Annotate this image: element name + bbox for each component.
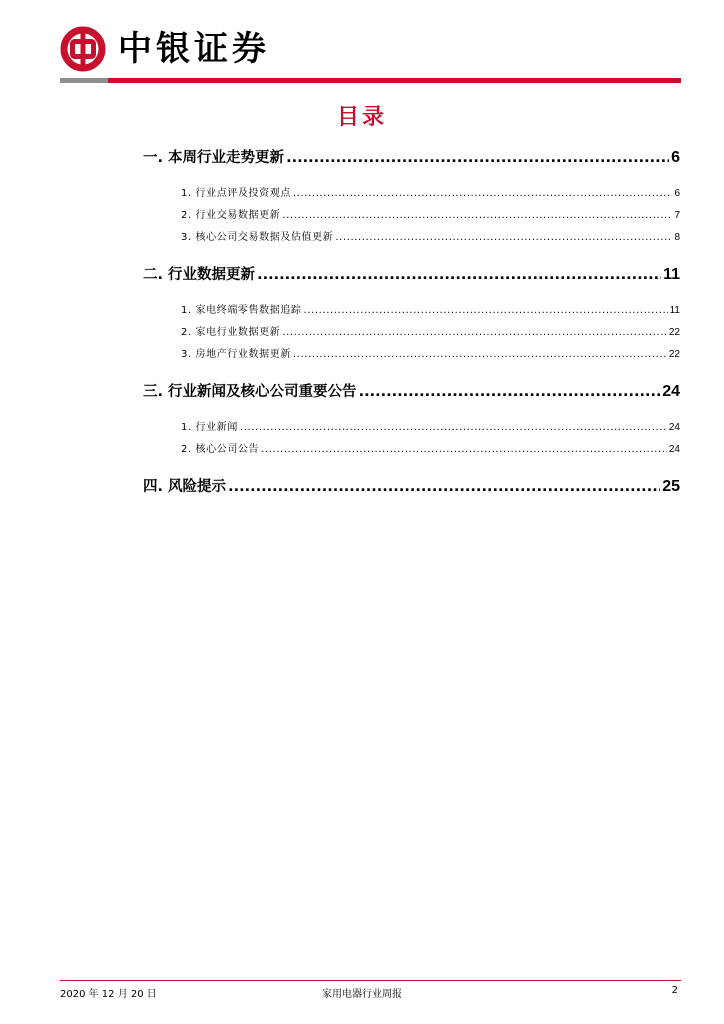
toc-entry-label: 2. 行业交易数据更新 xyxy=(181,210,281,221)
footer-rule xyxy=(60,980,681,981)
toc-page-number: 7 xyxy=(674,210,680,221)
toc-page-number: 24 xyxy=(668,422,680,433)
toc-page-number: 24 xyxy=(668,444,680,455)
toc-leader-dots xyxy=(282,322,667,344)
toc-subsection[interactable] xyxy=(143,417,680,439)
toc-entry-label: 3. 核心公司交易数据及估值更新 xyxy=(181,232,334,243)
toc-leader-dots xyxy=(282,205,672,227)
header-rule-gray xyxy=(60,78,108,83)
toc-page-number: 24 xyxy=(662,383,680,400)
toc-section[interactable] xyxy=(143,374,680,409)
footer-title: 家用电器行业周报 xyxy=(322,989,402,1000)
toc-entry-label: 四. 风险提示 xyxy=(143,479,227,495)
toc-subsection[interactable] xyxy=(143,439,680,461)
toc-page-number: 11 xyxy=(669,305,680,316)
toc-subsection[interactable] xyxy=(143,183,680,205)
page-title: 目录 xyxy=(336,105,387,130)
toc-leader-dots xyxy=(286,141,669,175)
toc-section[interactable] xyxy=(143,257,680,292)
toc-section[interactable] xyxy=(143,469,680,504)
footer-date: 2020 年 12 月 20 日 xyxy=(60,989,157,1000)
toc-page-number: 11 xyxy=(663,266,680,283)
table-of-contents xyxy=(143,140,680,504)
toc-page-number: 22 xyxy=(668,327,680,338)
toc-leader-dots xyxy=(228,470,660,504)
header-rule-red xyxy=(108,78,681,83)
toc-entry-label: 1. 行业点评及投资观点 xyxy=(181,188,291,199)
toc-section[interactable] xyxy=(143,140,680,175)
toc-leader-dots xyxy=(293,183,673,205)
toc-page-number: 22 xyxy=(668,349,680,360)
toc-leader-dots xyxy=(335,227,672,249)
toc-entry-label: 一. 本周行业走势更新 xyxy=(143,150,285,166)
toc-entry-label: 二. 行业数据更新 xyxy=(143,267,256,283)
toc-entry-label: 三. 行业新闻及核心公司重要公告 xyxy=(143,384,357,400)
toc-entry-label: 2. 家电行业数据更新 xyxy=(181,327,281,338)
toc-page-number: 25 xyxy=(662,478,680,495)
toc-entry-label: 1. 行业新闻 xyxy=(181,422,238,433)
toc-leader-dots xyxy=(359,375,661,409)
toc-subsection[interactable] xyxy=(143,322,680,344)
toc-subsection[interactable] xyxy=(143,205,680,227)
footer-page-number: 2 xyxy=(671,985,678,996)
bank-of-china-logo-icon xyxy=(60,26,106,72)
toc-leader-dots xyxy=(304,300,668,322)
toc-entry-label: 2. 核心公司公告 xyxy=(181,444,260,455)
toc-entry-label: 3. 房地产行业数据更新 xyxy=(181,349,291,360)
toc-entry-label: 1. 家电终端零售数据追踪 xyxy=(181,305,302,316)
toc-subsection[interactable] xyxy=(143,227,680,249)
toc-leader-dots xyxy=(257,258,661,292)
toc-leader-dots xyxy=(240,417,667,439)
brand-name: 中银证券 xyxy=(118,29,270,69)
toc-page-number: 6 xyxy=(674,188,680,199)
toc-page-number: 8 xyxy=(674,232,680,243)
toc-leader-dots xyxy=(293,344,667,366)
toc-leader-dots xyxy=(261,439,667,461)
toc-subsection[interactable] xyxy=(143,344,680,366)
header-logo xyxy=(60,24,270,74)
toc-subsection[interactable] xyxy=(143,300,680,322)
toc-page-number: 6 xyxy=(671,149,680,166)
